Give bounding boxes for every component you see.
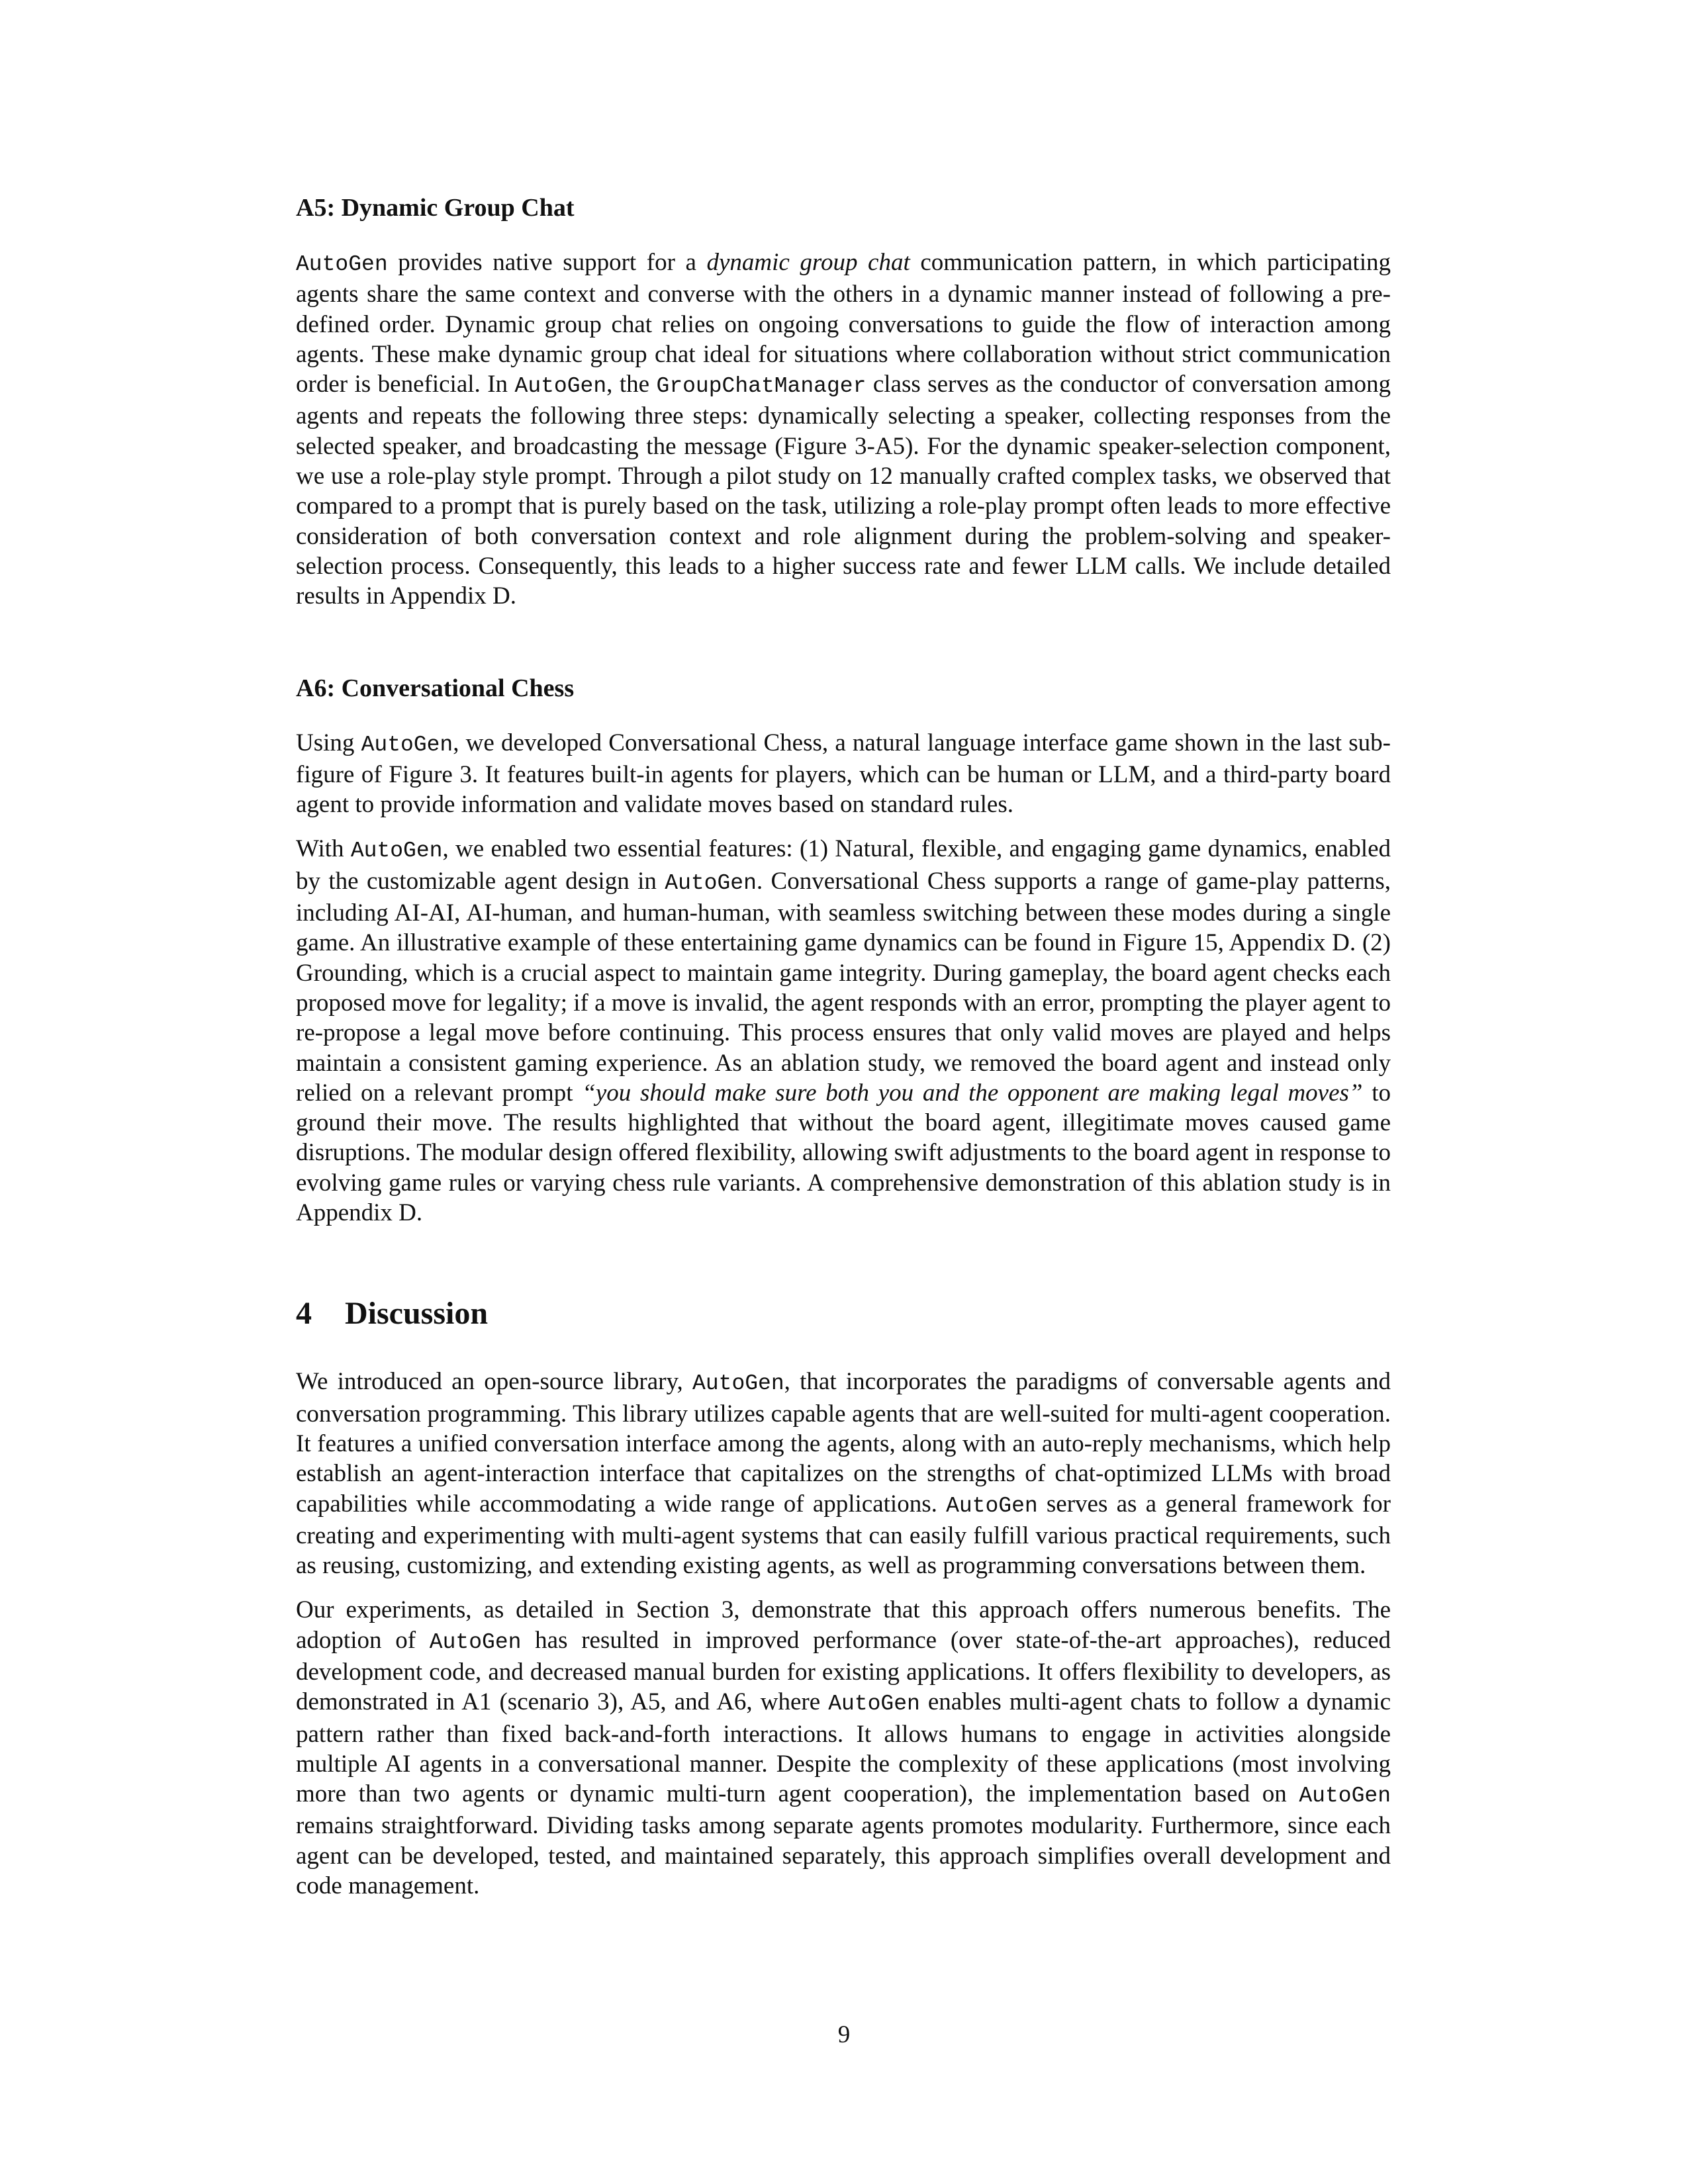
code-term: AutoGen	[828, 1692, 920, 1717]
subsection-heading-a6: A6: Conversational Chess	[296, 674, 575, 702]
quoted-prompt: “you should make sure both you and the opponent are making legal moves”	[582, 1079, 1363, 1107]
page-body	[296, 192, 1391, 1901]
paragraph-discussion-1: We introduced an open-source library, AutoGen, that incorporates the paradigms of conversable agents and conversation programming. This library utilizes capable agents that are well-suited for multi-agent cooperation. It features a unified conversation interface among the agents, along with an auto-reply mechanisms, which help establish an agent-interaction interface that capitalizes on the strengths of chat-optimized LLMs with broad capabilities while accommodating a wide range of applications. AutoGen serves as a general framework for creating and experimenting with multi-agent systems that can easily fulfill various practical requirements, such as reusing, customizing, and extending existing agents, as well as programming conversations between them.	[296, 1368, 1391, 1580]
subsection-heading-a5: A5: Dynamic Group Chat	[296, 194, 575, 222]
paragraph-a6-features: With AutoGen, we enabled two essential features: (1) Natural, flexible, and engaging game dynamics, enabled by the customizable agent design in AutoGen. Conversational Chess supports a range of game-play patterns, including AI-AI, AI-human, and human-human, with seamless switching between these modes during a single game. An illustrative example of these entertaining game dynamics can be found in Figure 15, Appendix D. (2) Grounding, which is a crucial aspect to maintain game integrity. During gameplay, the board agent checks each proposed move for legality; if a move is invalid, the agent responds with an error, prompting the player agent to re-propose a legal move before continuing. This process ensures that only valid moves are played and helps maintain a consistent gaming experience. As an ablation study, we removed the board agent and instead only relied on a relevant prompt “you should make sure both you and the opponent are making legal moves” to ground their move. The results highlighted that without the board agent, illegitimate moves caused game disruptions. The modular design offered flexibility, allowing swift adjustments to the board agent in response to evolving game rules or varying chess rule variants. A comprehensive demonstration of this ablation study is in Appendix D.	[296, 835, 1391, 1227]
code-term: AutoGen	[350, 839, 443, 864]
code-term: AutoGen	[429, 1629, 522, 1655]
code-term: AutoGen	[946, 1493, 1038, 1518]
section-number: 4	[296, 1296, 312, 1332]
page-number: 9	[837, 2021, 851, 2048]
code-term: AutoGen	[514, 374, 607, 399]
code-term: AutoGen	[665, 870, 757, 895]
code-term: AutoGen	[1299, 1784, 1391, 1809]
section-title: Discussion	[345, 1296, 489, 1332]
code-term: GroupChatManager	[656, 374, 867, 399]
section-heading-discussion	[296, 1294, 1391, 1334]
code-term: AutoGen	[692, 1371, 784, 1396]
emphasis-text: dynamic group chat	[706, 249, 910, 276]
code-term: AutoGen	[296, 252, 388, 277]
paragraph-a5-dynamic-group-chat: AutoGen provides native support for a dynamic group chat communication pattern, in which participating agents share the same context and converse with the others in a dynamic manner instead of following a pre-defined order. Dynamic group chat relies on ongoing conversations to guide the flow of interaction among agents. These make dynamic group chat ideal for situations where collaboration without strict communication order is beneficial. In AutoGen, the GroupChatManager class serves as the conductor of conversation among agents and repeats the following three steps: dynamically selecting a speaker, collecting responses from the selected speaker, and broadcasting the message (Figure 3-A5). For the dynamic speaker-selection component, we use a role-play style prompt. Through a pilot study on 12 manually crafted complex tasks, we observed that compared to a prompt that is purely based on the task, utilizing a role-play prompt often leads to more effective consideration of both conversation context and role alignment during the problem-solving and speaker-selection process. Consequently, this leads to a higher success rate and fewer LLM calls. We include detailed results in Appendix D.	[296, 249, 1391, 610]
paragraph-a6-intro: Using AutoGen, we developed Conversational Chess, a natural language interface game shown in the last sub-figure of Figure 3. It features built-in agents for players, which can be human or LLM, and a third-party board agent to provide information and validate moves based on standard rules.	[296, 729, 1391, 819]
paragraph-discussion-2: Our experiments, as detailed in Section 3, demonstrate that this approach offers numerous benefits. The adoption of AutoGen has resulted in improved performance (over state-of-the-art approaches), reduced development code, and decreased manual burden for existing applications. It offers flexibility to developers, as demonstrated in A1 (scenario 3), A5, and A6, where AutoGen enables multi-agent chats to follow a dynamic pattern rather than fixed back-and-forth interactions. It allows humans to engage in activities alongside multiple AI agents in a conversational manner. Despite the complexity of these applications (most involving more than two agents or dynamic multi-turn agent cooperation), the implementation based on AutoGen remains straightforward. Dividing tasks among separate agents promotes modularity. Furthermore, since each agent can be developed, tested, and maintained separately, this approach simplifies overall development and code management.	[296, 1596, 1391, 1900]
code-term: AutoGen	[361, 732, 453, 757]
